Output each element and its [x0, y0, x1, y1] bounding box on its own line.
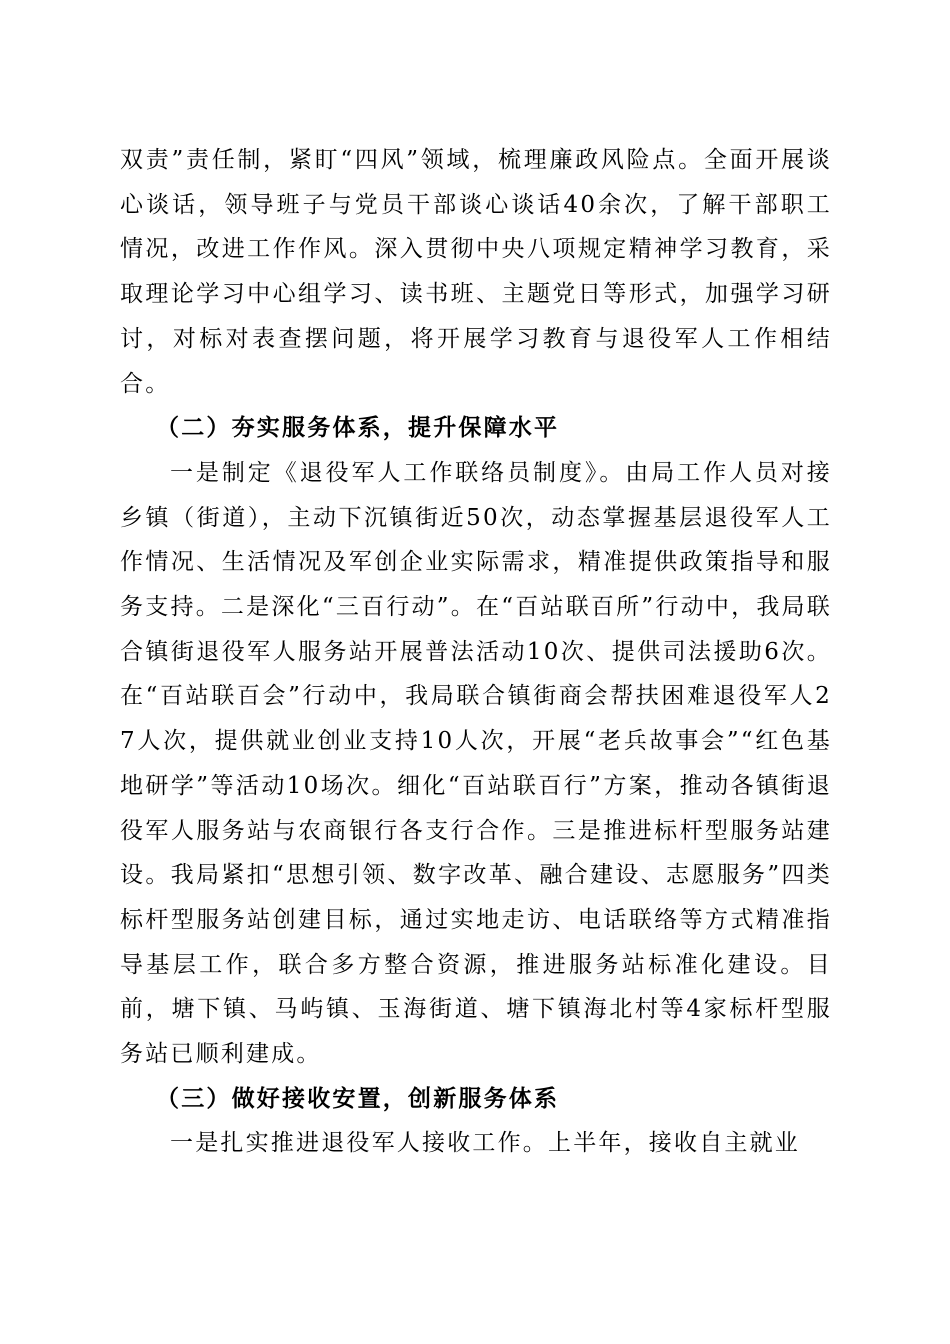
- section-heading: （二）夯实服务体系，提升保障水平: [156, 414, 560, 442]
- body-paragraph: 一是扎实推进退役军人接收工作。上半年，接收自主就业: [170, 1130, 800, 1157]
- body-paragraph: 一是制定《退役军人工作联络员制度》。由局工作人员对接乡镇（街道），主动下沉镇街近50次，动态掌握基层退役军人工作情况、生活情况及军创企业实际需求，精准提供政策指导和服务支持。二是深化“三百行动”。在“百站联百所”行动中，我局联合镇街退役军人服务站开展普法活动10次、提供司法援助6次。在“百站联百会”行动中，我局联合镇街商会帮扶困难退役军人27人次，提供就业创业支持10人次，开展“老兵故事会”“红色基地研学”等活动10场次。细化“百站联百行”方案，推动各镇街退役军人服务站与农商银行各支行合作。三是推进标杆型服务站建设。我局紧扣“思想引领、数字改革、融合建设、志愿服务”四类标杆型服务站创建目标，通过实地走访、电话联络等方式精准指导基层工作，联合多方整合资源，推进服务站标准化建设。目前，塘下镇、马屿镇、玉海街道、塘下镇海北村等4家标杆型服务站已顺利建成。: [120, 459, 832, 1068]
- document-body: [120, 138, 832, 1166]
- body-paragraph: 双责”责任制，紧盯“四风”领域，梳理廉政风险点。全面开展谈心谈话，领导班子与党员干部谈心谈话40余次，了解干部职工情况，改进工作作风。深入贯彻中央八项规定精神学习教育，采取理论学习中心组学习、读书班、主题党日等形式，加强学习研讨，对标对表查摆问题，将开展学习教育与退役军人工作相结合。: [120, 147, 832, 397]
- section-heading: （三）做好接收安置，创新服务体系: [156, 1084, 560, 1112]
